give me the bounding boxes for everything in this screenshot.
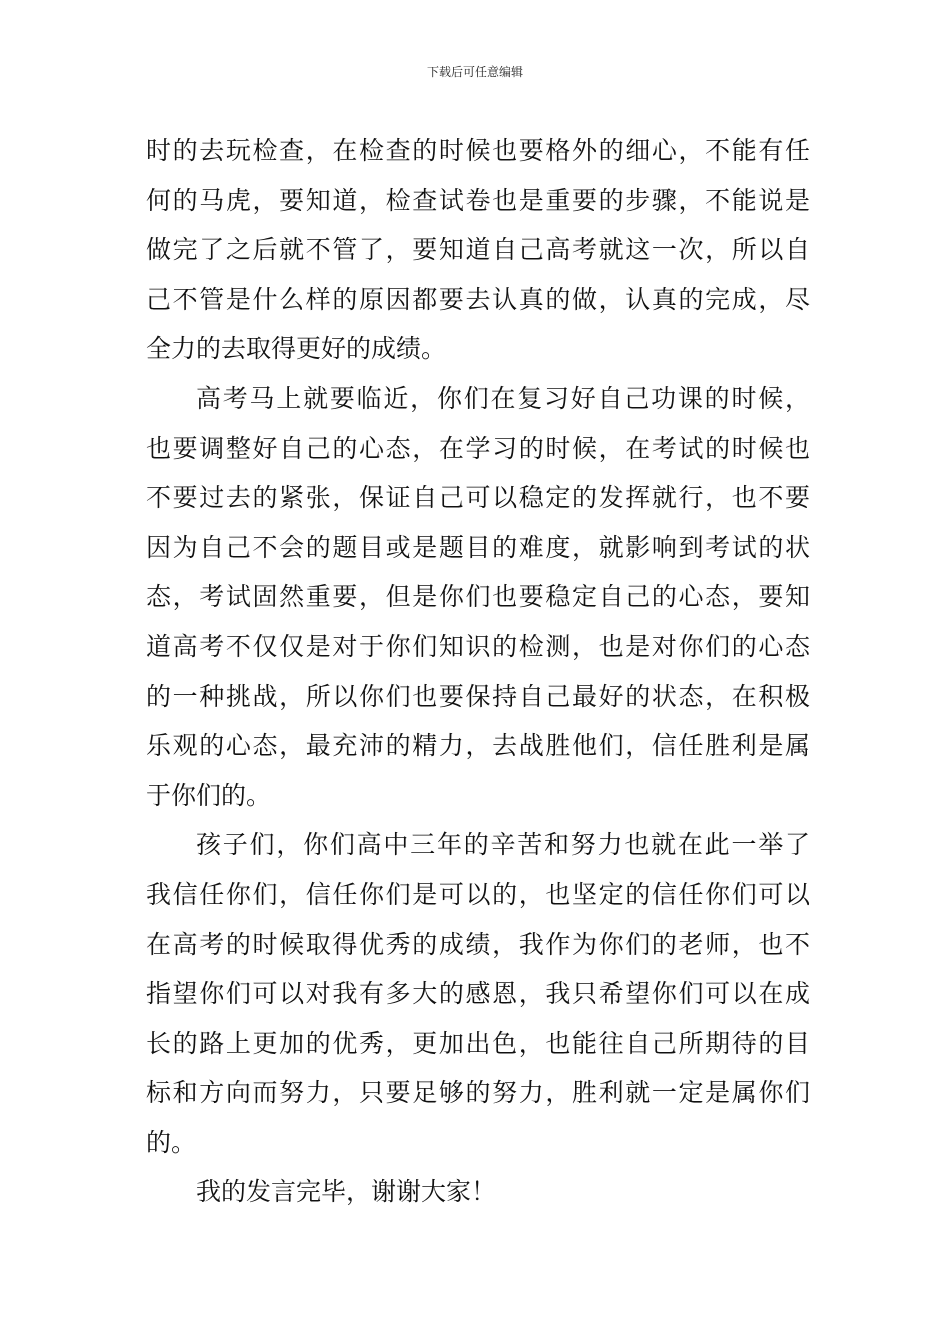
document-body — [146, 126, 810, 1217]
text-line: 道高考不仅仅是对于你们知识的检测，也是对你们的心态 — [146, 631, 810, 661]
paragraph-2 — [146, 374, 810, 820]
text-line: 长的路上更加的优秀，更加出色，也能往自己所期待的目 — [146, 1028, 810, 1058]
text-line: 的。 — [146, 1127, 197, 1157]
paragraph-4 — [146, 1167, 810, 1217]
paragraph-3 — [146, 820, 810, 1167]
text-line: 因为自己不会的题目或是题目的难度，就影响到考试的状 — [146, 532, 810, 562]
text-line: 乐观的心态，最充沛的精力，去战胜他们，信任胜利是属 — [146, 731, 810, 761]
text-line: 指望你们可以对我有多大的感恩，我只希望你们可以在成 — [146, 979, 810, 1009]
text-line: 在高考的时候取得优秀的成绩，我作为你们的老师，也不 — [146, 929, 810, 959]
text-line: 也要调整好自己的心态，在学习的时候，在考试的时候也 — [146, 433, 810, 463]
text-line: 的一种挑战，所以你们也要保持自己最好的状态，在积极 — [146, 681, 810, 711]
text-line: 我信任你们，信任你们是可以的，也坚定的信任你们可以 — [146, 879, 810, 909]
text-line: 己不管是什么样的原因都要去认真的做，认真的完成，尽 — [146, 284, 810, 314]
page-header-note: 下载后可任意编辑 — [426, 65, 523, 79]
text-line: 时的去玩检查，在检查的时候也要格外的细心，不能有任 — [146, 136, 810, 165]
text-line: 标和方向而努力，只要足够的努力，胜利就一定是属你们 — [146, 1078, 810, 1108]
text-line: 孩子们，你们高中三年的辛苦和努力也就在此一举了 — [196, 830, 810, 860]
text-line: 于你们的。 — [146, 780, 272, 810]
closing-line: 我的发言完毕，谢谢大家！ — [196, 1177, 497, 1207]
text-line: 高考马上就要临近，你们在复习好自己功课的时候， — [196, 383, 810, 413]
text-line: 全力的去取得更好的成绩。 — [146, 334, 447, 364]
text-line: 做完了之后就不管了，要知道自己高考就这一次，所以自 — [146, 235, 810, 265]
paragraph-1 — [146, 126, 810, 374]
text-line: 态，考试固然重要，但是你们也要稳定自己的心态，要知 — [146, 582, 810, 612]
text-line: 不要过去的紧张，保证自己可以稳定的发挥就行，也不要 — [146, 483, 810, 513]
text-line: 何的马虎，要知道，检查试卷也是重要的步骤，不能说是 — [146, 185, 810, 215]
